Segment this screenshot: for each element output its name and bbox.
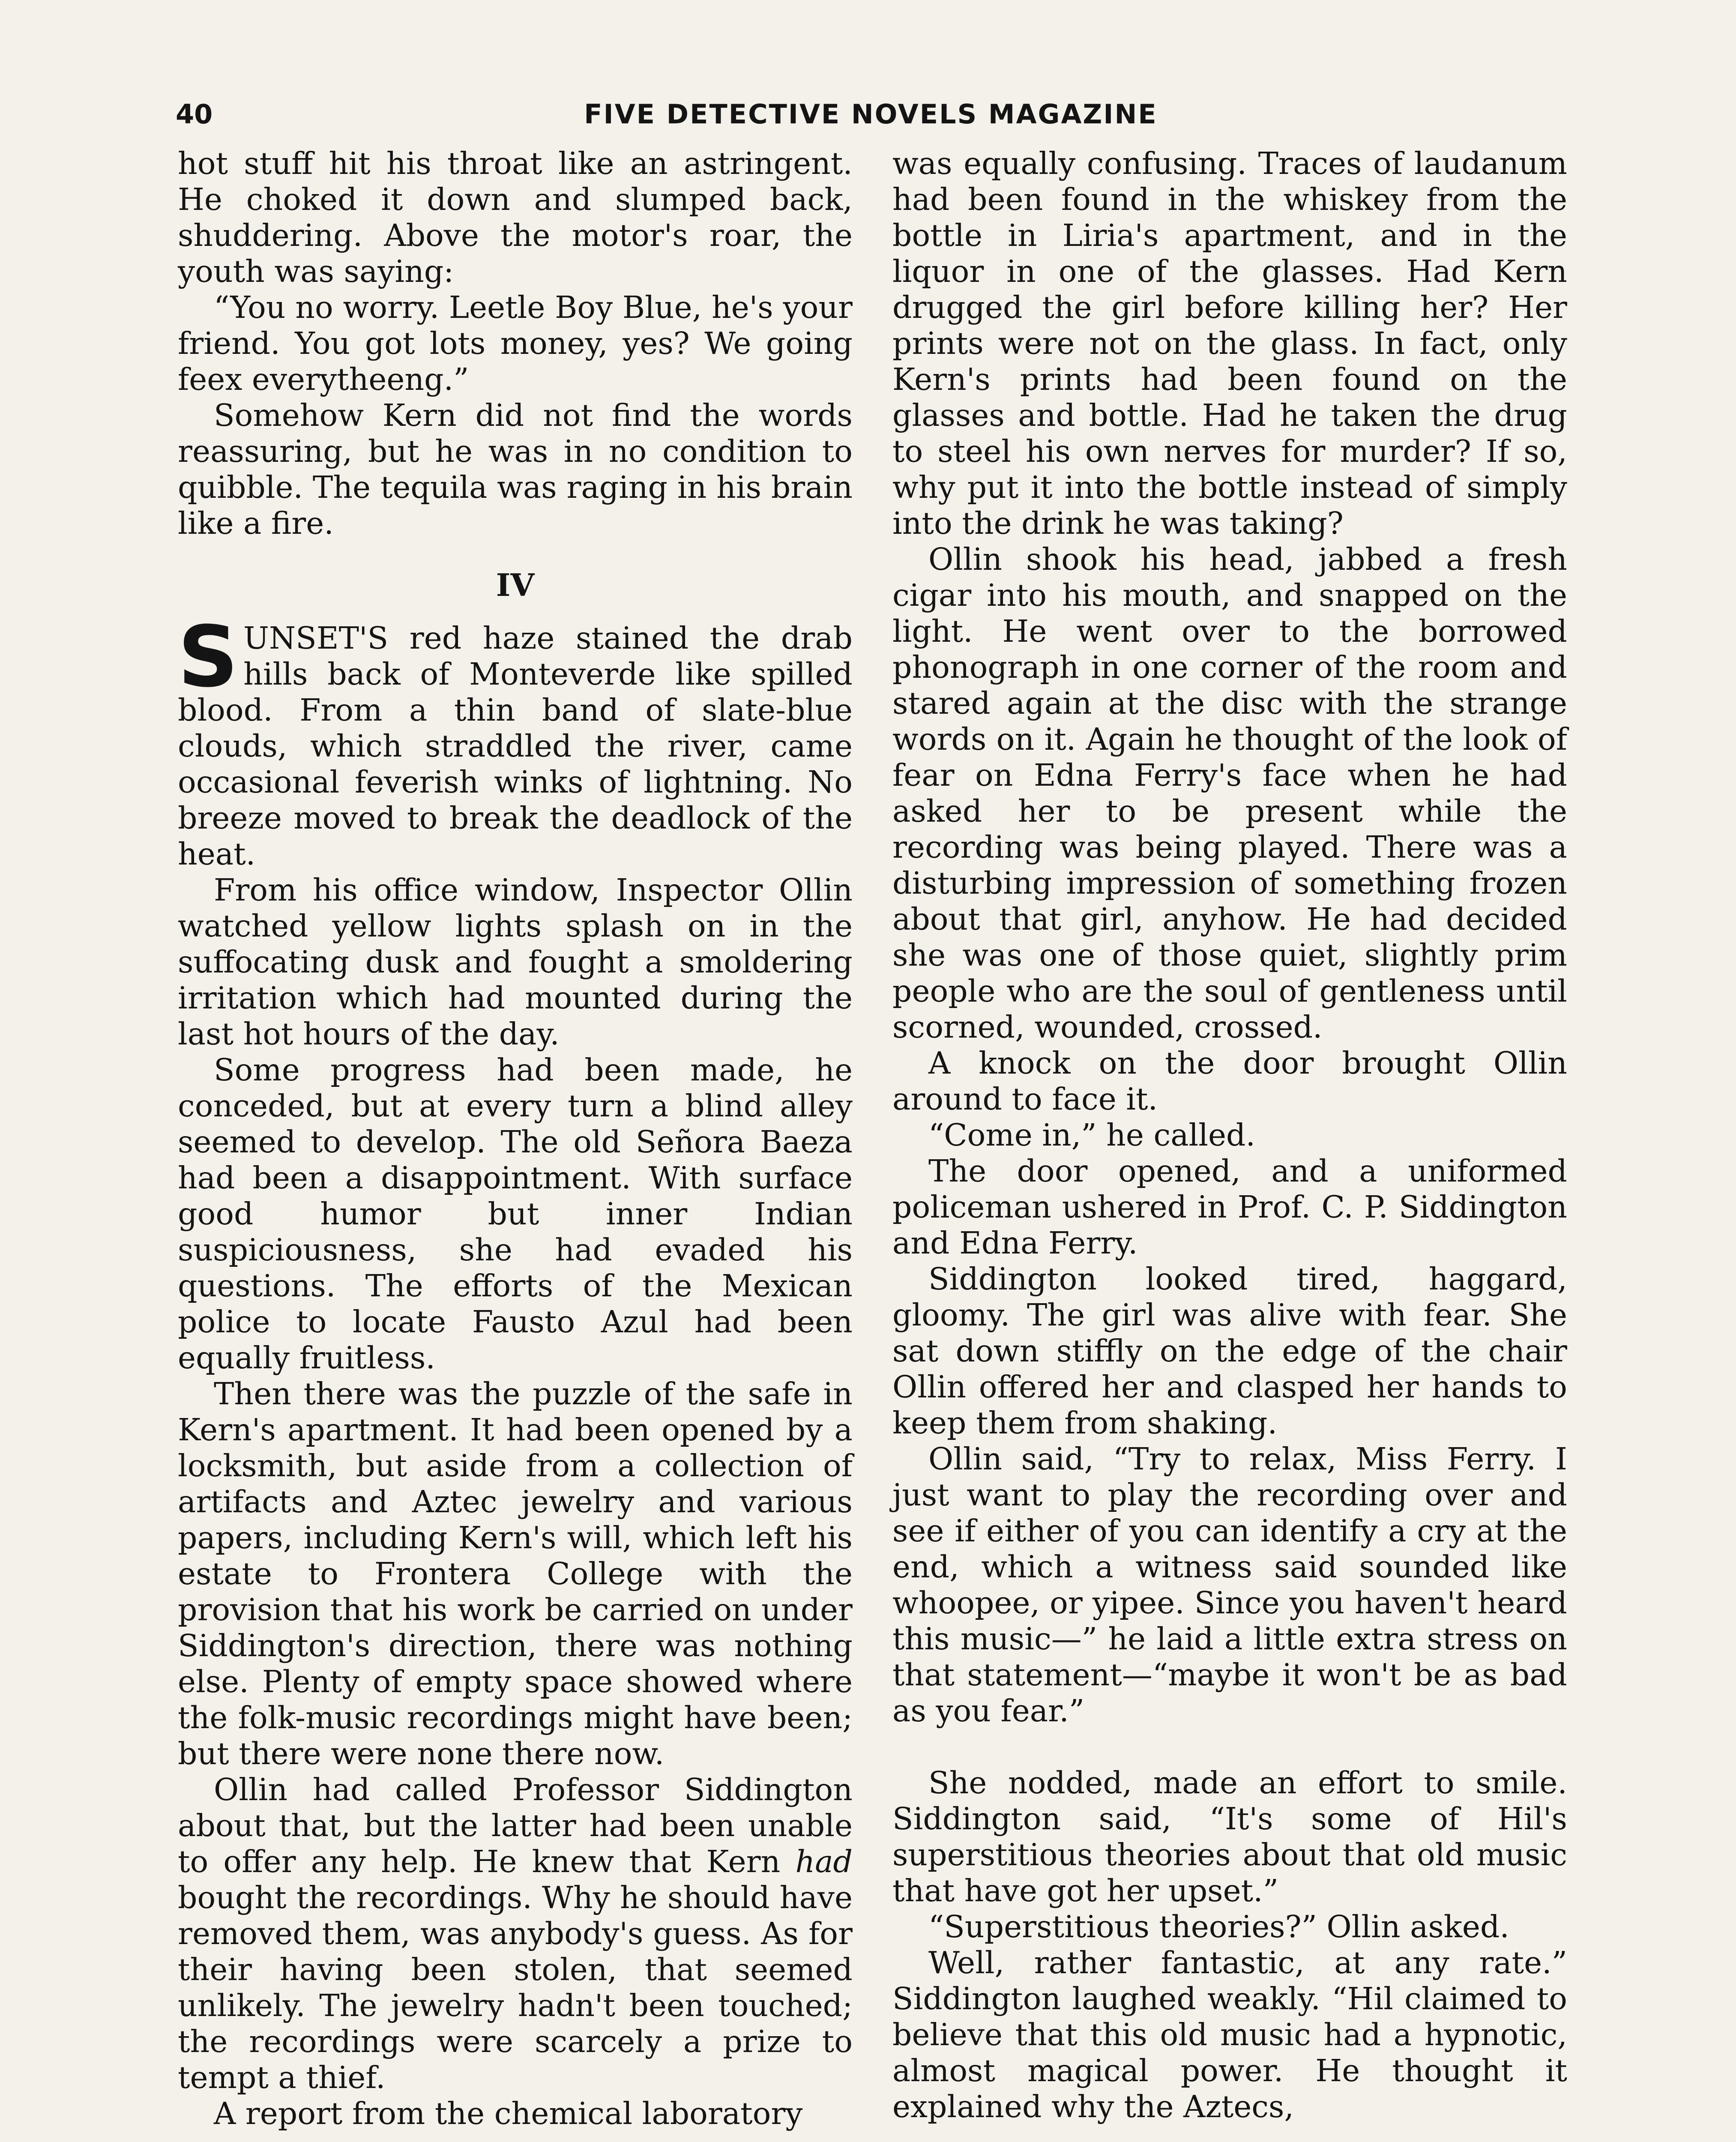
paragraph: was equally confusing. Traces of laudanum had been found in the whiskey from the bottle in Liria's apartment, and in the liquor in one of the glasses. Had Kern drugged the girl before killing her? Her prints were not on the glass. In fact, only Kern's prints had been found on the glasses and bottle. Had he taken the drug to steel his own nerves for murder? If so, why put it into the bottle instead of simply into the drink he was taking? (892, 146, 1567, 541)
paragraph: Some progress had been made, he conceded, but at every turn a blind alley seemed to develop. The old Señora Baeza had been a disappointment. With surface good humor but inner Indian suspiciousness, she had evaded his questions. The efforts of the Mexican police to locate Fausto Azul had been equally fruitless. (178, 1052, 853, 1376)
paragraph: Well, rather fantastic, at any rate.” Siddington laughed weakly. “Hil claimed to believe that this old music had a hypnotic, almost magical power. He thought it explained why the Aztecs, (892, 1945, 1567, 2124)
left-column (178, 146, 853, 2142)
paragraph: Siddington looked tired, haggard, gloomy. The girl was alive with fear. She sat down stiffly on the edge of the chair Ollin offered her and clasped her hands to keep them from shaking. (892, 1261, 1567, 1441)
page-header (176, 99, 1566, 146)
drop-cap: S (178, 608, 239, 706)
opening-text: UNSET'S red haze stained the drab hills back of Monteverde like spilled blood. From a thin band of slate-blue clouds, which straddled the river, came occasional feverish winks of lightning. No breeze moved to break the deadlock of the heat. (178, 620, 853, 872)
paragraph: She nodded, made an effort to smile. Siddington said, “It's some of Hil's superstitious theories about that old music that have got her upset.” (892, 1765, 1567, 1909)
running-title: FIVE DETECTIVE NOVELS MAGAZINE (584, 99, 1158, 130)
paragraph: A report from the chemical laboratory (214, 2096, 803, 2131)
paragraph: Ollin shook his head, jabbed a fresh cigar into his mouth, and snapped on the light. He went over to the borrowed phonograph in one corner of the room and stared again at the disc with the strange words on it. Again he thought of the look of fear on Edna Ferry's face when he had asked her to be present while the recording was being played. There was a disturbing impression of something frozen about that girl, anyhow. He had decided she was one of those quiet, slightly prim people who are the soul of gentleness until scorned, wounded, crossed. (892, 541, 1567, 1045)
paragraph: “You no worry. Leetle Boy Blue, he's your friend. You got lots money, yes? We going feex everytheeng.” (178, 290, 853, 397)
right-column (892, 146, 1567, 2142)
text-run: bought the recordings. Why he should have removed them, was anybody's guess. As for their having been stolen, that seemed unlikely. The jewelry hadn't been touched; the recordings were scarcely a prize to tempt a thief. (178, 1880, 853, 2095)
chapter-opening-paragraph (178, 608, 853, 872)
paragraph: Somehow Kern did not find the words reassuring, but he was in no condition to quibble. The tequila was raging in his brain like a fire. (178, 398, 853, 541)
italic-text: had (795, 1844, 853, 1879)
paragraph: “Superstitious theories?” Ollin asked. (928, 1909, 1509, 1945)
paragraph: A knock on the door brought Ollin around to face it. (892, 1045, 1567, 1117)
chapter-heading: IV (496, 567, 535, 603)
paragraph: The door opened, and a uniformed policeman ushered in Prof. C. P. Siddington and Edna Ferry. (892, 1153, 1567, 1261)
paragraph (178, 1772, 853, 2096)
paragraph: Then there was the puzzle of the safe in Kern's apartment. It had been opened by a locksmith, but aside from a collection of artifacts and Aztec jewelry and various papers, including Kern's will, which left his estate to Frontera College with the provision that his work be carried on under Siddington's direction, there was nothing else. Plenty of empty space showed where the folk-music recordings might have been; but there were none there now. (178, 1376, 853, 1771)
paragraph: Ollin said, “Try to relax, Miss Ferry. I just want to play the recording over and see if either of you can identify a cry at the end, which a witness said sounded like whoopee, or yipee. Since you haven't heard this music—” he laid a little extra stress on that statement—“maybe it won't be as bad as you fear.” (892, 1441, 1567, 1729)
paragraph: “Come in,” he called. (928, 1117, 1256, 1153)
page-number: 40 (176, 99, 213, 130)
paragraph: hot stuff hit his throat like an astringent. He choked it down and slumped back, shuddering. Above the motor's roar, the youth was saying: (178, 146, 853, 289)
paragraph: From his office window, Inspector Ollin watched yellow lights splash on in the suffocating dusk and fought a smoldering irritation which had mounted during the last hot hours of the day. (178, 872, 853, 1052)
text-run: Ollin had called Professor Siddington about that, but the latter had been unable to offer any help. He knew that Kern (178, 1772, 853, 1879)
